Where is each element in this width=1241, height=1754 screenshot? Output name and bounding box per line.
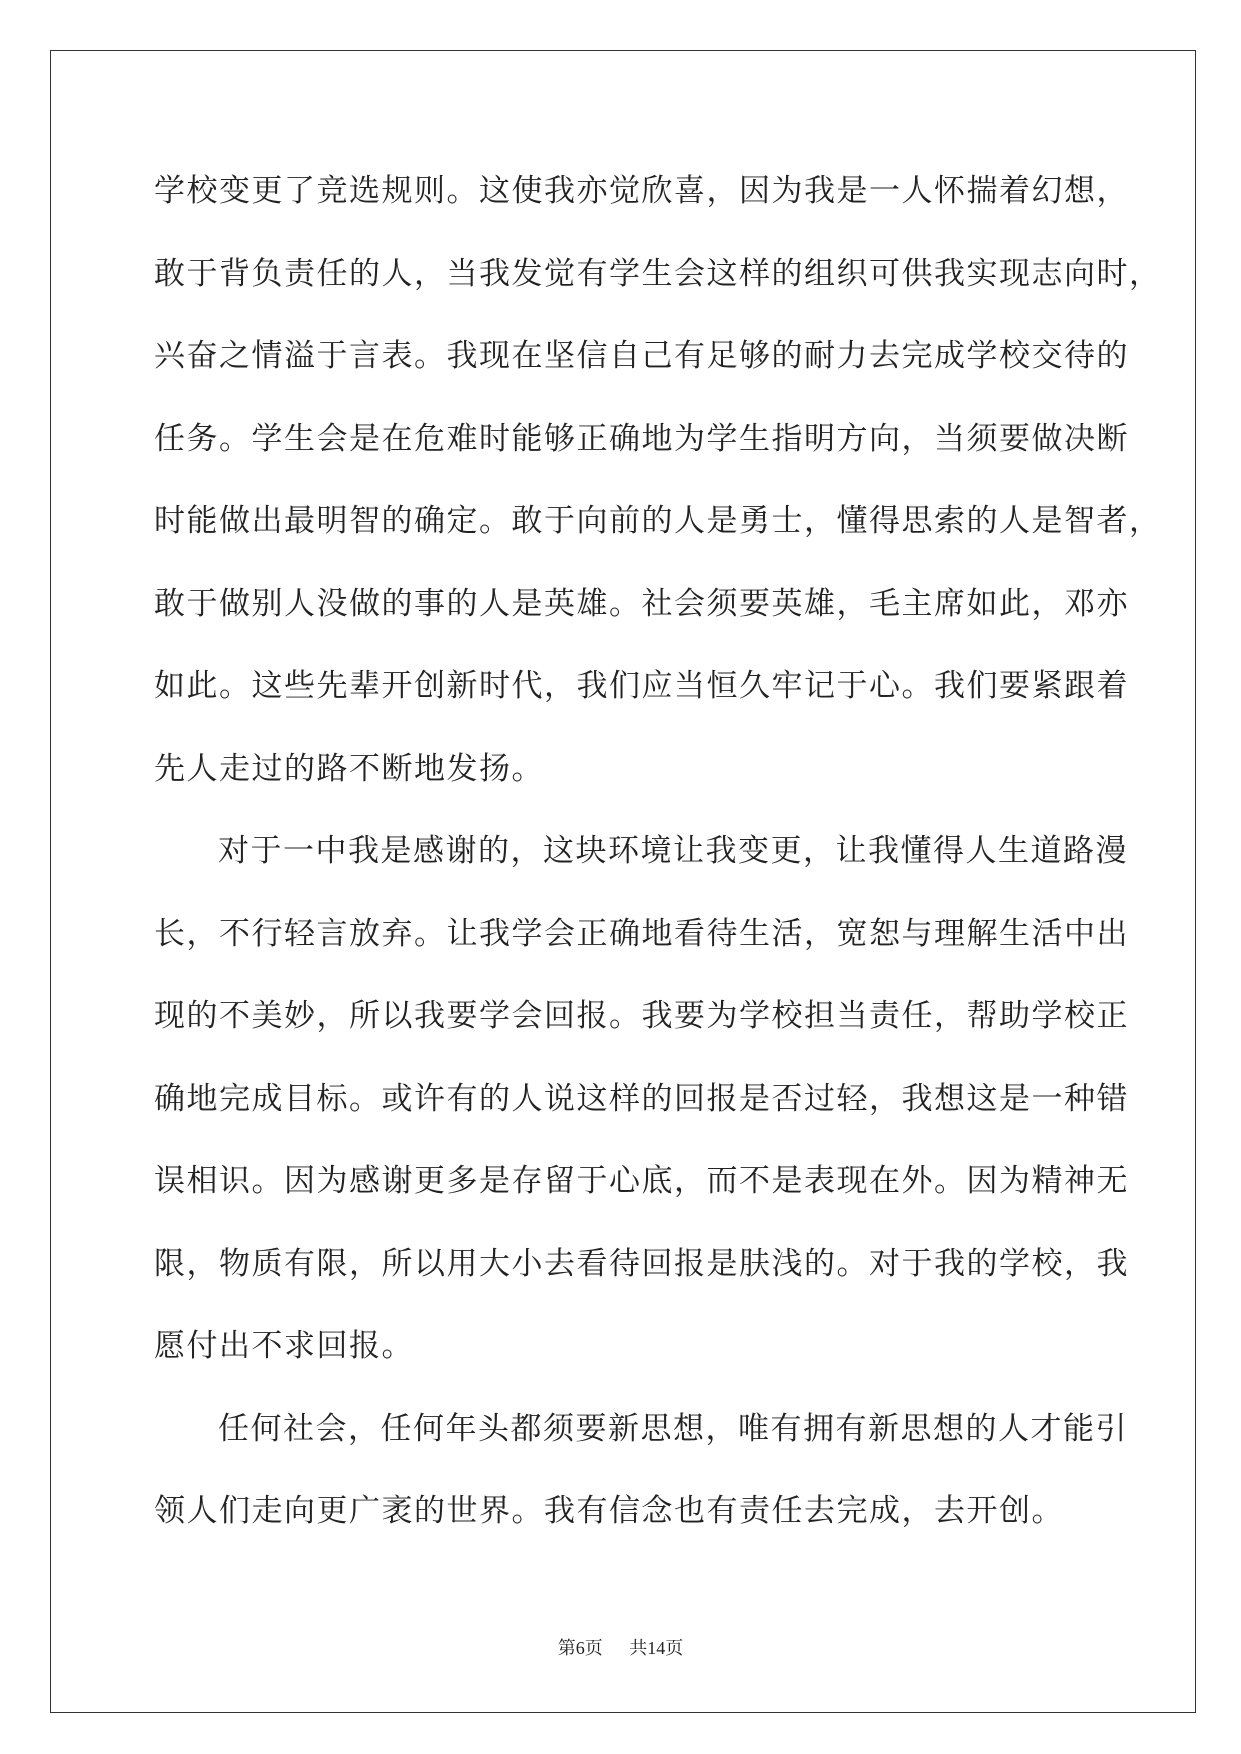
paragraph: [154, 1388, 1154, 1553]
paragraph-line: 误相识。因为感谢更多是存留于心底，而不是表现在外。因为精神无: [154, 1163, 1129, 1199]
paragraph-line: 学校变更了竞选规则。这使我亦觉欣喜，因为我是一人怀揣着幻想，: [154, 173, 1129, 209]
paragraph-line: 对于一中我是感谢的，这块环境让我变更，让我懂得人生道路漫: [218, 833, 1128, 869]
page-number-total: 共14页: [629, 1638, 684, 1658]
paragraph-line: 兴奋之情溢于言表。我现在坚信自己有足够的耐力去完成学校交待的: [154, 338, 1129, 374]
paragraph-line: 任何社会，任何年头都须要新思想，唯有拥有新思想的人才能引: [218, 1410, 1128, 1447]
page-number-current: 第6页: [557, 1638, 603, 1658]
paragraph: [154, 150, 1162, 810]
paragraph-line: 现的不美妙，所以我要学会回报。我要为学校担当责任，帮助学校正: [154, 998, 1129, 1034]
paragraph-line: 任务。学生会是在危难时能够正确地为学生指明方向，当须要做决断: [154, 420, 1129, 457]
paragraph: [154, 810, 1154, 1388]
paragraph-line: 如此。这些先辈开创新时代，我们应当恒久牢记于心。我们要紧跟着: [154, 668, 1129, 704]
paragraph-line: 领人们走向更广袤的世界。我有信念也有责任去完成，去开创。: [154, 1493, 1064, 1529]
paragraph-line: 限，物质有限，所以用大小去看待回报是肤浅的。对于我的学校，我: [154, 1245, 1129, 1282]
page-footer: [0, 1636, 1241, 1660]
document-body: [154, 150, 1162, 1553]
paragraph-line: 愿付出不求回报。: [154, 1328, 414, 1364]
paragraph-line: 长，不行轻言放弃。让我学会正确地看待生活，宽恕与理解生活中出: [154, 915, 1129, 952]
paragraph-line: 先人走过的路不断地发扬。: [154, 750, 544, 787]
paragraph-line: 敢于做别人没做的事的人是英雄。社会须要英雄，毛主席如此，邓亦: [154, 585, 1129, 622]
paragraph-line: 确地完成目标。或许有的人说这样的回报是否过轻，我想这是一种错: [154, 1080, 1129, 1117]
paragraph-line: 时能做出最明智的确定。敢于向前的人是勇士，懂得思索的人是智者，: [154, 503, 1162, 539]
paragraph-line: 敢于背负责任的人，当我发觉有学生会这样的组织可供我实现志向时，: [154, 255, 1162, 292]
